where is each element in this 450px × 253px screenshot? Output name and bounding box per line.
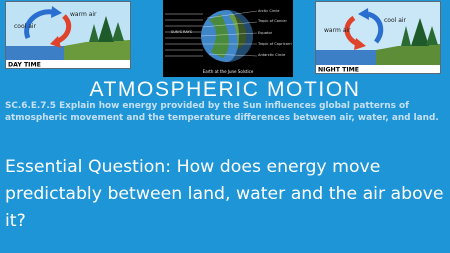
day-diagram bbox=[6, 2, 130, 68]
water-shape bbox=[316, 50, 376, 65]
night-land-breeze-image bbox=[315, 1, 441, 74]
standard-text: SC.6.E.7.5 Explain how energy provided by the Sun influences global patterns of atmospheric movement and the temperature differences between air, water, and land. bbox=[5, 101, 439, 123]
solstice-globe-image bbox=[163, 0, 293, 77]
globe-label: Arctic Circle bbox=[258, 9, 280, 13]
day-caption: DAY TIME bbox=[8, 61, 41, 68]
night-diagram bbox=[316, 2, 440, 73]
globe-label: Tropic of Capricorn bbox=[258, 42, 292, 46]
warm-air-label: warm air bbox=[324, 27, 351, 34]
slide-title: ATMOSPHERIC MOTION bbox=[89, 78, 361, 101]
globe-caption: Earth at the June Solstice bbox=[202, 69, 254, 74]
essential-question: Essential Question: How does energy move predictably between land, water and the air above it? bbox=[5, 157, 444, 231]
globe-diagram bbox=[163, 0, 293, 77]
water-shape bbox=[6, 46, 64, 60]
cool-air-label: cool air bbox=[14, 23, 37, 30]
day-sea-breeze-image bbox=[5, 1, 131, 69]
globe-label: Tropic of Cancer bbox=[258, 19, 287, 23]
night-caption: NIGHT TIME bbox=[318, 66, 360, 73]
warm-air-label: warm air bbox=[70, 11, 97, 18]
globe-label: Equator bbox=[258, 31, 273, 35]
globe-label: Antarctic Circle bbox=[258, 53, 286, 57]
globe-label: SUN'S RAYS bbox=[171, 30, 193, 34]
cool-air-label: cool air bbox=[384, 17, 407, 24]
